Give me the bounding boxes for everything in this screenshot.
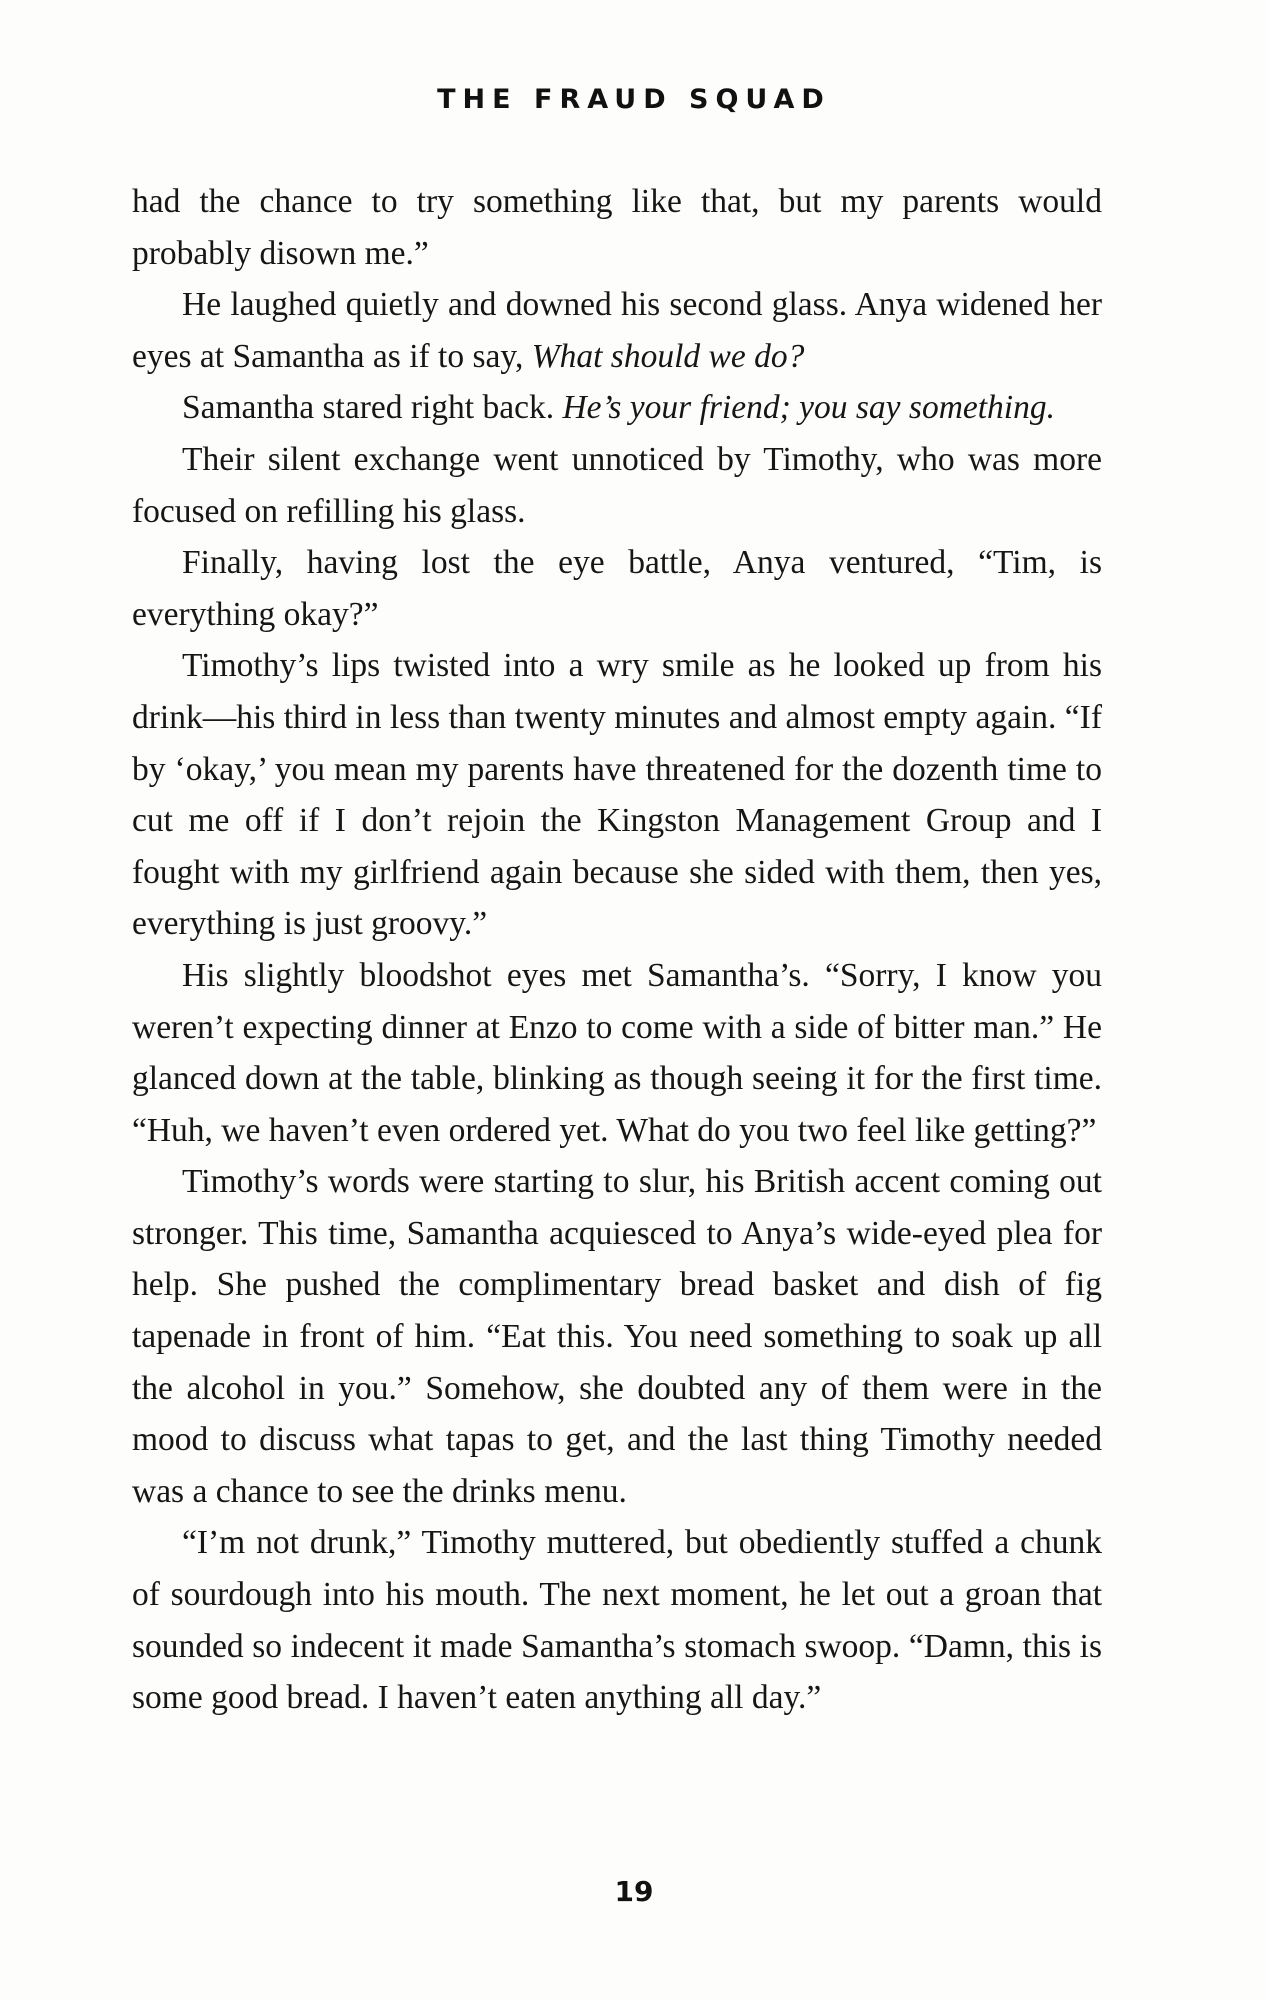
paragraph-7: His slightly bloodshot eyes met Samantha’s. “Sorry, I know you weren’t expecting dinner at Enzo to come with a side of bitter man.” He glanced down at the table, blinking as though seeing it for the first time. “Huh, we haven’t even ordered yet. What do you two feel like getting?” xyxy=(132,956,1102,1149)
paragraph-5: Finally, having lost the eye battle, Anya ventured, “Tim, is everything okay?” xyxy=(132,544,1102,633)
paragraph-2 xyxy=(132,279,1102,382)
body-text xyxy=(132,176,1102,1724)
paragraph-2-text: He laughed quietly and downed his second glass. Anya widened her eyes at Samantha as if to say, xyxy=(132,286,1102,375)
paragraph-9: “I’m not drunk,” Timothy muttered, but obediently stuffed a chunk of sourdough into his mouth. The next moment, he let out a groan that sounded so indecent it made Samantha’s stomach swoop. “Damn, this is some good bread. I haven’t eaten anything all day.” xyxy=(132,1524,1102,1717)
paragraph-6: Timothy’s lips twisted into a wry smile as he looked up from his drink—his third in less than twenty minutes and almost empty again. “If by ‘okay,’ you mean my parents have threatened for the dozenth time to cut me off if I don’t rejoin the Kingston Management Group and I fought with my girlfriend again because she sided with them, then yes, everything is just groovy.” xyxy=(132,647,1102,943)
page-number: 19 xyxy=(614,1875,654,1908)
paragraph-3 xyxy=(132,382,1102,434)
paragraph-2-italic: What should we do? xyxy=(531,337,805,375)
running-head: THE FRAUD SQUAD xyxy=(437,84,831,115)
paragraph-3-text: Samantha stared right back. xyxy=(182,389,563,427)
paragraph-8: Timothy’s words were starting to slur, his British accent coming out stronger. This time, Samantha acquiesced to Anya’s wide-eyed plea for help. She pushed the complimentary bread basket and dish of fig tapenade in front of him. “Eat this. You need something to soak up all the alcohol in you.” Somehow, she doubted any of them were in the mood to discuss what tapas to get, and the last thing Timothy needed was a chance to see the drinks menu. xyxy=(132,1163,1102,1510)
paragraph-1: had the chance to try something like that, but my parents would probably disown me.” xyxy=(132,183,1102,272)
paragraph-3-italic: He’s your friend; you say something. xyxy=(562,389,1055,427)
paragraph-4: Their silent exchange went unnoticed by Timothy, who was more focused on refilling his glass. xyxy=(132,440,1102,530)
